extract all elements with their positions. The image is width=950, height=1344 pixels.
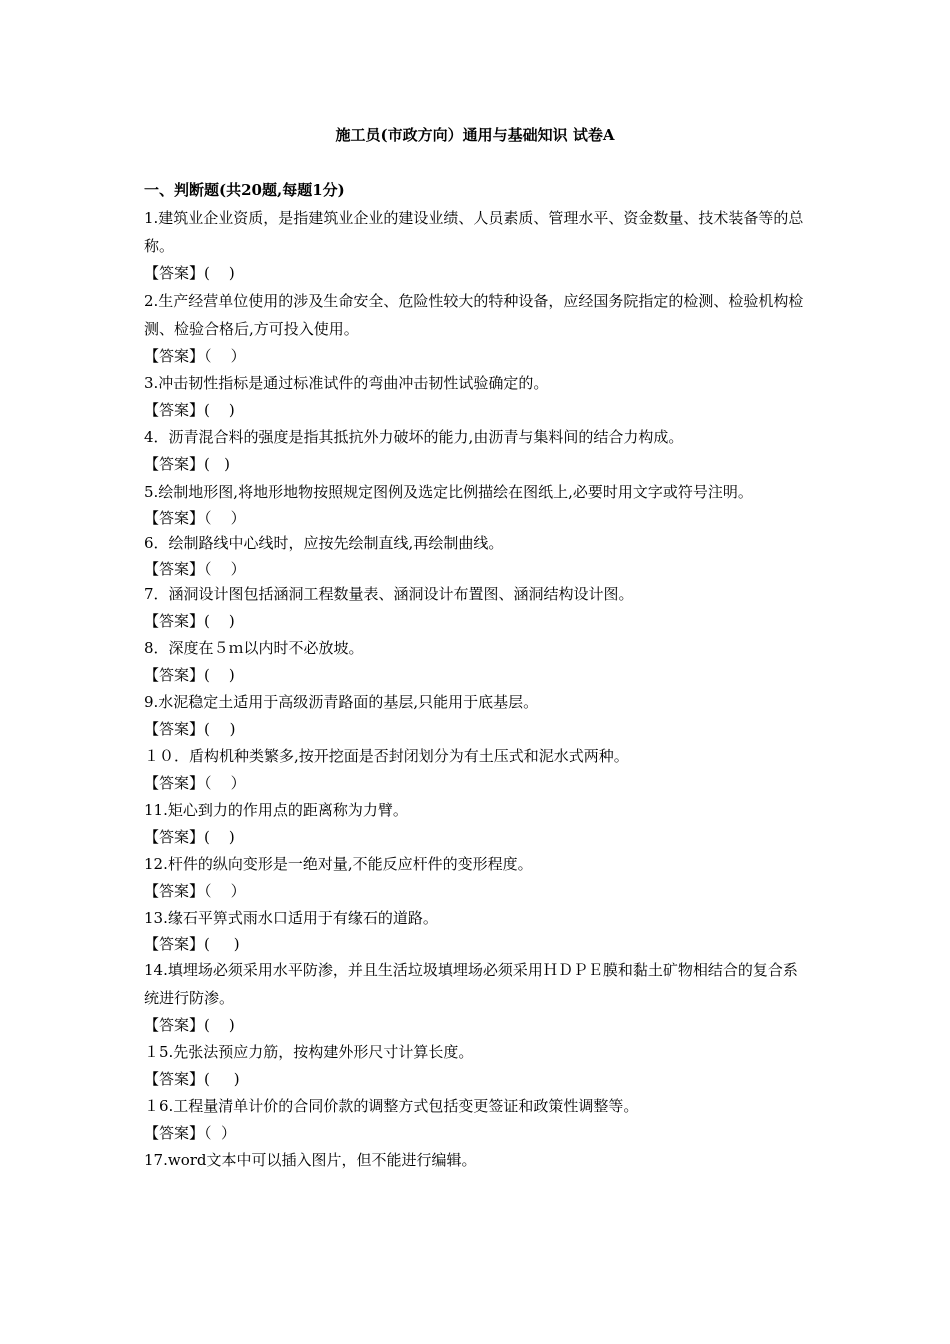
question-text: １０．盾构机种类繁多,按开挖面是否封闭划分为有土压式和泥水式两种。	[144, 747, 629, 765]
question-text: 11.矩心到力的作用点的距离称为力臂。	[144, 801, 408, 819]
answer-line: 【答案】( )	[144, 720, 236, 738]
answer-line: 【答案】( )	[144, 401, 235, 419]
answer-line: 【答案】( )	[144, 935, 240, 953]
question-text: 8．深度在５ｍ以内时不必放坡。	[144, 639, 364, 657]
question-text: １6.工程量清单计价的合同价款的调整方式包括变更签证和政策性调整等。	[144, 1097, 639, 1115]
answer-line: 【答案】( )	[144, 612, 235, 630]
question-text: 7．涵洞设计图包括涵洞工程数量表、涵洞设计布置图、涵洞结构设计图。	[144, 585, 634, 603]
question-text: 12.杆件的纵向变形是一绝对量,不能反应杆件的变形程度。	[144, 855, 533, 873]
question-text: 5.绘制地形图,将地形地物按照规定图例及选定比例描绘在图纸上,必要时用文字或符号注明。	[144, 483, 753, 501]
answer-line: 【答案】（ ）	[144, 509, 246, 527]
question-text: 4．沥青混合料的强度是指其抵抗外力破坏的能力,由沥青与集料间的结合力构成。	[144, 428, 684, 446]
question-text: 3.冲击韧性指标是通过标准试件的弯曲冲击韧性试验确定的。	[144, 374, 549, 392]
page-title: 施工员(市政方向）通用与基础知识 试卷A	[335, 126, 615, 144]
question-text: 2.生产经营单位使用的涉及生命安全、危险性较大的特种设备，应经国务院指定的检测、检验机构检测、检验合格后,方可投入使用。	[144, 292, 804, 338]
question-text: １5.先张法预应力筋，按构建外形尺寸计算长度。	[144, 1043, 474, 1061]
answer-line: 【答案】（ ）	[144, 1124, 237, 1142]
answer-line: 【答案】( )	[144, 1016, 235, 1034]
answer-line: 【答案】( )	[144, 455, 231, 473]
answer-line: 【答案】( )	[144, 828, 235, 846]
answer-line: 【答案】（ ）	[144, 560, 246, 578]
answer-line: 【答案】（ ）	[144, 347, 246, 365]
question-text: 17.word文本中可以插入图片，但不能进行编辑。	[144, 1151, 477, 1169]
question-text: 13.缘石平箅式雨水口适用于有缘石的道路。	[144, 909, 438, 927]
answer-line: 【答案】( )	[144, 1070, 240, 1088]
answer-line: 【答案】( )	[144, 666, 235, 684]
question-text: 1.建筑业企业资质，是指建筑业企业的建设业绩、人员素质、管理水平、资金数量、技术装备等的总称。	[144, 209, 804, 255]
question-text: 6．绘制路线中心线时，应按先绘制直线,再绘制曲线。	[144, 534, 504, 552]
section-heading: 一、判断题(共20题,每题1分)	[144, 181, 345, 199]
question-section	[144, 180, 810, 1174]
answer-line: 【答案】( )	[144, 264, 235, 282]
answer-line: 【答案】（ ）	[144, 882, 246, 900]
question-text: 14.填埋场必须采用水平防渗，并且生活垃圾填埋场必须采用ＨＤＰＥ膜和黏土矿物相结合的复合系统进行防渗。	[144, 961, 798, 1007]
question-text: 9.水泥稳定土适用于高级沥青路面的基层,只能用于底基层。	[144, 693, 539, 711]
answer-line: 【答案】（ ）	[144, 774, 246, 792]
